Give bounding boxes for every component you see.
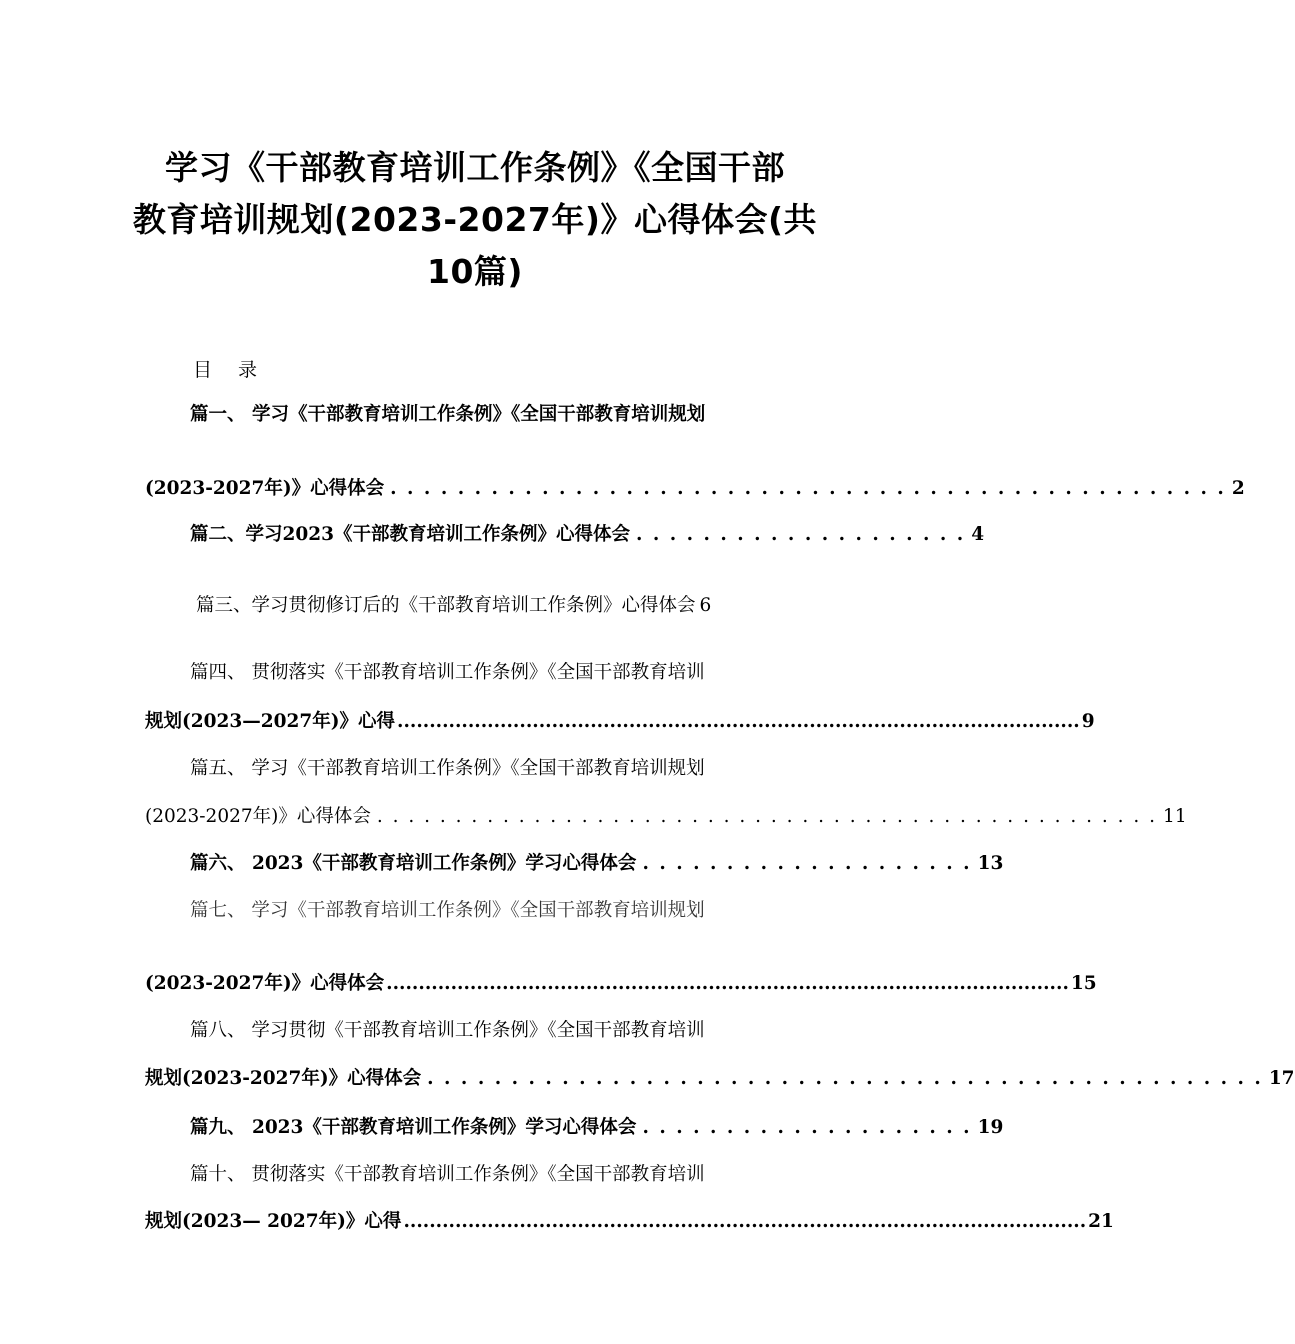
toc-entry-7-text: (2023-2027年)》心得体会 <box>145 973 385 994</box>
toc-entry-3[interactable] <box>196 593 816 619</box>
toc-entry-1-page: 2 <box>1231 478 1245 499</box>
dot-leader: . . . . . . . . . . . . . . . . . . . . . . . . . . . . . . . . . . . . . . . . . . . . . . . . . . <box>427 1068 1263 1089</box>
toc-entry-4-text: 规划(2023—2027年)》心得 <box>145 711 395 732</box>
toc-entry-3-page: 6 <box>699 595 712 616</box>
toc-entry-5-text: (2023-2027年)》心得体会 <box>145 806 371 827</box>
toc-entry-7-line-2[interactable] <box>145 971 1097 997</box>
dot-leader: .......................................................................................................... <box>386 973 1069 994</box>
dot-leader: .......................................................................................................... <box>403 1211 1087 1232</box>
dot-leader: . . . . . . . . . . . . . . . . . . . . <box>636 524 966 545</box>
toc-entry-4-page: 9 <box>1081 711 1095 732</box>
dot-leader: . . . . . . . . . . . . . . . . . . . . <box>642 853 972 874</box>
toc-entry-5-line-2[interactable] <box>145 804 1187 830</box>
toc-entry-5-line-1[interactable]: 篇五、 学习《干部教育培训工作条例》《全国干部教育培训规划 <box>190 758 705 779</box>
toc-entry-1-text: (2023-2027年)》心得体会 <box>145 478 385 499</box>
toc-entry-6[interactable] <box>190 851 1004 877</box>
toc-entry-7-line-1[interactable]: 篇七、 学习《干部教育培训工作条例》《全国干部教育培训规划 <box>190 900 705 921</box>
toc-entry-10-line-2[interactable] <box>145 1209 1114 1235</box>
dot-leader: . . . . . . . . . . . . . . . . . . . . <box>642 1117 972 1138</box>
toc-entry-4-line-1[interactable]: 篇四、 贯彻落实《干部教育培训工作条例》《全国干部教育培训 <box>190 662 705 683</box>
toc-entry-10-page: 21 <box>1088 1211 1114 1232</box>
toc-entry-6-text: 篇六、 2023《干部教育培训工作条例》学习心得体会 <box>190 853 637 874</box>
toc-heading: 目 录 <box>193 359 260 381</box>
dot-leader: . . . . . . . . . . . . . . . . . . . . . . . . . . . . . . . . . . . . . . . . . . . . . . . . . . <box>390 478 1226 499</box>
toc-entry-10-text: 规划(2023— 2027年)》心得 <box>145 1211 402 1232</box>
title-line-3: 10篇) <box>426 252 523 291</box>
toc-entry-5-page: 11 <box>1163 806 1187 827</box>
toc-entry-9-page: 19 <box>977 1117 1004 1138</box>
toc-entry-6-page: 13 <box>977 853 1004 874</box>
title-line-2: 教育培训规划(2023-2027年)》心得体会(共 <box>132 200 818 239</box>
toc-entry-3-text: 篇三、学习贯彻修订后的《干部教育培训工作条例》心得体会 <box>196 595 696 616</box>
toc-entry-8-line-1[interactable]: 篇八、 学习贯彻《干部教育培训工作条例》《全国干部教育培训 <box>190 1020 705 1041</box>
dot-leader: .......................................................................................................... <box>397 711 1080 732</box>
document-title <box>120 142 830 298</box>
toc-entry-2-page: 4 <box>971 524 985 545</box>
toc-entry-9[interactable] <box>190 1115 1004 1141</box>
dot-leader: . . . . . . . . . . . . . . . . . . . . . . . . . . . . . . . . . . . . . . . . . . . . . . . . . . <box>376 806 1158 827</box>
toc-entry-4-line-2[interactable] <box>145 709 1095 735</box>
toc-entry-7-page: 15 <box>1070 973 1097 994</box>
toc-entry-9-text: 篇九、 2023《干部教育培训工作条例》学习心得体会 <box>190 1117 637 1138</box>
toc-entry-1-line-1[interactable]: 篇一、 学习《干部教育培训工作条例》《全国干部教育培训规划 <box>190 404 706 425</box>
toc-entry-10-line-1[interactable]: 篇十、 贯彻落实《干部教育培训工作条例》《全国干部教育培训 <box>190 1164 705 1185</box>
toc-entry-8-page: 17 <box>1268 1068 1295 1089</box>
toc-entry-8-line-2[interactable] <box>145 1066 1295 1092</box>
toc-entry-8-text: 规划(2023-2027年)》心得体会 <box>145 1068 422 1089</box>
toc-entry-2[interactable] <box>190 522 985 548</box>
title-line-1: 学习《干部教育培训工作条例》《全国干部 <box>165 148 785 187</box>
toc-entry-1-line-2[interactable] <box>145 476 1245 502</box>
toc-entry-2-text: 篇二、学习2023《干部教育培训工作条例》心得体会 <box>190 524 630 545</box>
